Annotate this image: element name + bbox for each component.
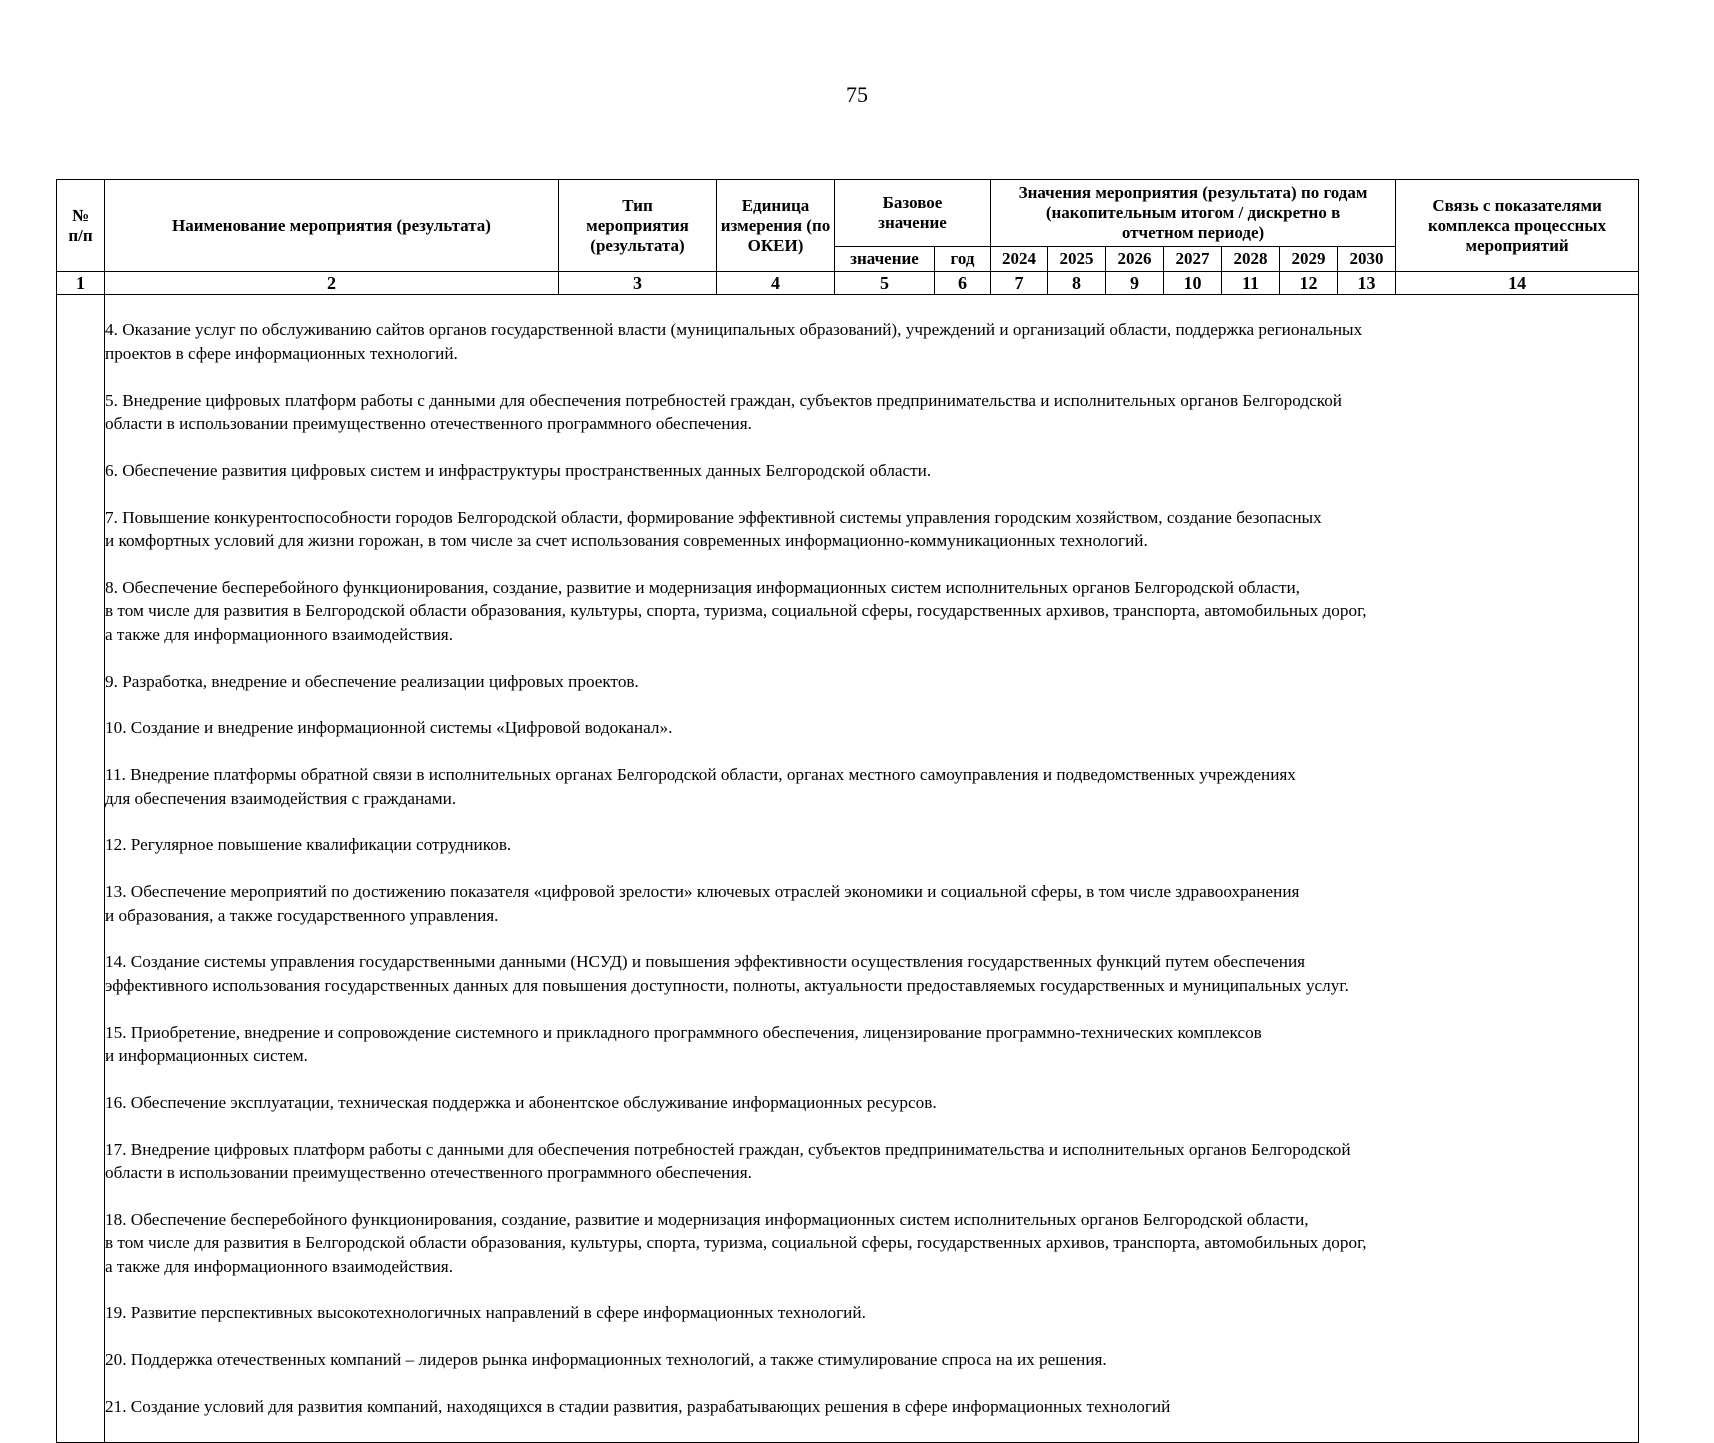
list-item: 7. Повышение конкурентоспособности городов Белгородской области, формирование эффективной системы управления городским хозяйством, создание безопасных и комфортных условий для жизни горожан, в том числе за счет использования современных информационно-коммуникационных технологий. <box>105 507 1322 551</box>
list-item: 17. Внедрение цифровых платформ работы с данными для обеспечения потребностей граждан, субъектов предпринимательства и исполнительных органов Белгородской области в использовании преимущественно отечественного программного обеспечения. <box>105 1139 1351 1183</box>
column-number: 1 <box>57 272 105 295</box>
header-year: 2027 <box>1164 247 1222 272</box>
column-number: 2 <box>105 272 559 295</box>
column-number: 5 <box>835 272 935 295</box>
header-unit: Единица измерения (по ОКЕИ) <box>717 180 835 272</box>
header-type: Тип мероприятия (результата) <box>559 180 717 272</box>
list-item: 10. Создание и внедрение информационной системы «Цифровой водоканал». <box>105 718 673 738</box>
list-item: 4. Оказание услуг по обслуживанию сайтов органов государственной власти (муниципальных образований), учреждений и организаций области, поддержка региональных проектов в сфере информационных технологий. <box>105 320 1363 363</box>
list-item: 21. Создание условий для развития компаний, находящихся в стадии развития, разрабатывающих решения в сфере информационных технологий <box>105 1397 1171 1417</box>
measures-table <box>56 179 1639 1443</box>
column-number: 13 <box>1338 272 1396 295</box>
column-number: 7 <box>991 272 1048 295</box>
column-number: 9 <box>1106 272 1164 295</box>
column-number: 14 <box>1396 272 1639 295</box>
column-number: 3 <box>559 272 717 295</box>
column-number: 10 <box>1164 272 1222 295</box>
header-values: Значения мероприятия (результата) по годам (накопительным итогом / дискретно в отчетном периоде) <box>991 180 1396 247</box>
header-base-value: значение <box>835 247 935 272</box>
list-item: 20. Поддержка отечественных компаний – лидеров рынка информационных технологий, а также стимулирование спроса на их решения. <box>105 1350 1107 1370</box>
header-base-year: год <box>935 247 991 272</box>
list-item: 11. Внедрение платформы обратной связи в исполнительных органах Белгородской области, органах местного самоуправления и подведомственных учреждениях для обеспечения взаимодействия с гражданами. <box>105 765 1296 808</box>
list-item: 18. Обеспечение бесперебойного функционирования, создание, развитие и модернизация информационных систем исполнительных органов Белгородской области, в том числе для развития в Белгородской области образования, культуры, спорта, туризма, социальной сферы, государственных архивов, транспорта, автомобильных дорог, а также для информационного взаимодействия. <box>105 1209 1367 1276</box>
table-row <box>57 295 1639 1443</box>
list-item: 12. Регулярное повышение квалификации сотрудников. <box>105 835 512 855</box>
header-year: 2030 <box>1338 247 1396 272</box>
list-item: 9. Разработка, внедрение и обеспечение реализации цифровых проектов. <box>105 671 639 691</box>
list-item: 5. Внедрение цифровых платформ работы с данными для обеспечения потребностей граждан, субъектов предпринимательства и исполнительных органов Белгородской области в использовании преимущественно отечественного программного обеспечения. <box>105 390 1343 434</box>
header-year: 2024 <box>991 247 1048 272</box>
header-name: Наименование мероприятия (результата) <box>105 180 559 272</box>
list-item: 15. Приобретение, внедрение и сопровождение системного и прикладного программного обеспечения, лицензирование программно-технических комплексов и информационных систем. <box>105 1022 1262 1065</box>
header-year: 2029 <box>1280 247 1338 272</box>
header-year: 2028 <box>1222 247 1280 272</box>
column-number: 12 <box>1280 272 1338 295</box>
page-number: 75 <box>846 82 868 107</box>
list-item: 8. Обеспечение бесперебойного функционирования, создание, развитие и модернизация информационных систем исполнительных органов Белгородской области, в том числе для развития в Белгородской области образования, культуры, спорта, туризма, социальной сферы, государственных архивов, транспорта, автомобильных дорог, а также для информационного взаимодействия. <box>105 577 1367 644</box>
list-item: 16. Обеспечение эксплуатации, техническая поддержка и абонентское обслуживание информационных ресурсов. <box>105 1092 937 1112</box>
header-num: № п/п <box>57 180 105 272</box>
column-numbers-row <box>57 272 1639 295</box>
column-number: 6 <box>935 272 991 295</box>
measures-list <box>105 295 1639 1443</box>
header-year: 2026 <box>1106 247 1164 272</box>
column-number: 4 <box>717 272 835 295</box>
header-base: Базовое значение <box>835 180 991 247</box>
row-number-cell <box>57 295 105 1443</box>
list-item: 14. Создание системы управления государственными данными (НСУД) и повышения эффективности осуществления государственных функций путем обеспечения эффективного использования государственных данных для повышения доступности, полноты, актуальности предоставляемых государственных и муниципальных услуг. <box>105 952 1349 995</box>
list-item: 19. Развитие перспективных высокотехнологичных направлений в сфере информационных технологий. <box>105 1303 866 1323</box>
list-item: 13. Обеспечение мероприятий по достижению показателя «цифровой зрелости» ключевых отраслей экономики и социальной сферы, в том числе здравоохранения и образования, а также государственного управления. <box>105 882 1300 925</box>
column-number: 11 <box>1222 272 1280 295</box>
header-link: Связь с показателями комплекса процессных мероприятий <box>1396 180 1639 272</box>
list-item: 6. Обеспечение развития цифровых систем и инфраструктуры пространственных данных Белгородской области. <box>105 460 932 480</box>
header-year: 2025 <box>1048 247 1106 272</box>
column-number: 8 <box>1048 272 1106 295</box>
